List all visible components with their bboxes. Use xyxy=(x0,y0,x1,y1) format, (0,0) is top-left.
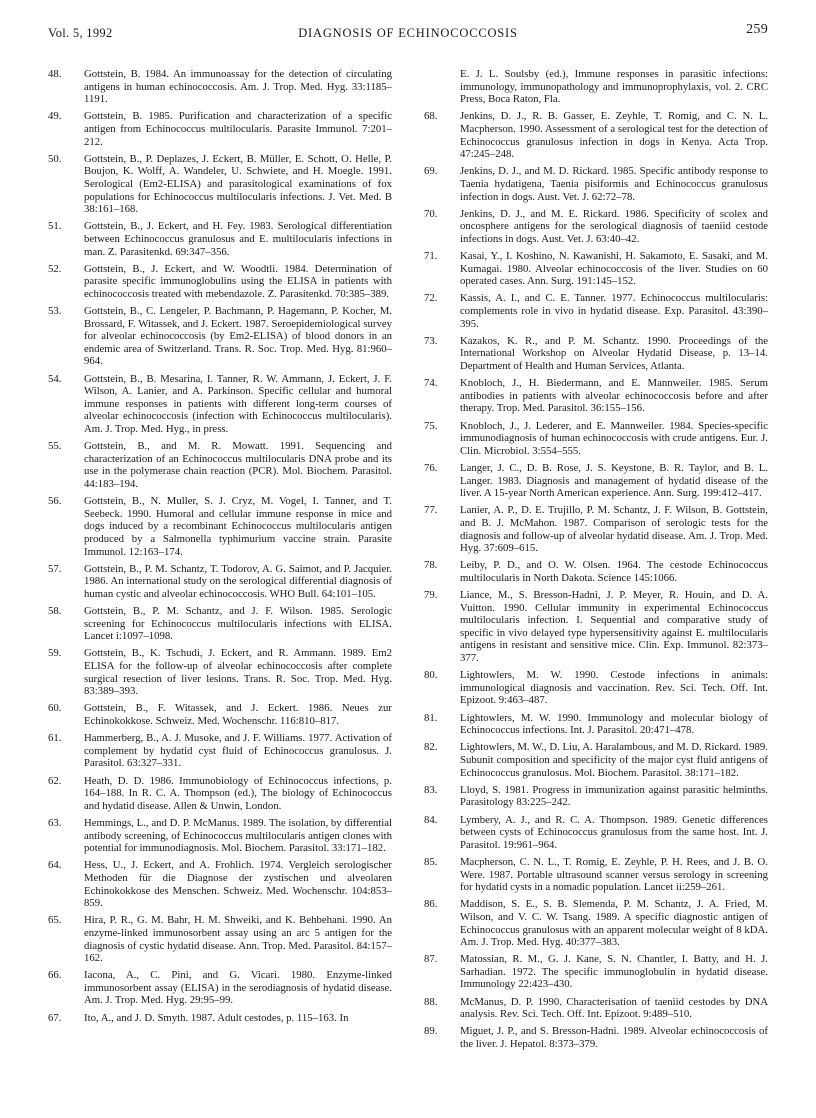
reference-number: 76. xyxy=(424,461,438,474)
reference-number: 78. xyxy=(424,559,438,572)
reference-number: 73. xyxy=(424,334,438,347)
reference-text: Heath, D. D. 1986. Immunobiology of Echinococcus infections, p. 164–188. In R. C. A. Thompson (ed.), The biology of Echinococcus and hydatid disease. Allen & Unwin, London. xyxy=(84,774,392,812)
reference-text: McManus, D. P. 1990. Characterisation of taeniid cestodes by DNA analysis. Rev. Sci. Tech. Off. Int. Epizoot. 9:489–510. xyxy=(460,995,768,1021)
reference-entry xyxy=(48,220,392,258)
reference-entry xyxy=(48,859,392,909)
reference-text: Lightowlers, M. W. 1990. Cestode infections in animals: immunological diagnosis and vaccination. Rev. Sci. Tech. Off. Int. Epizoot. 9:463–487. xyxy=(460,669,768,707)
reference-entry xyxy=(48,110,392,148)
reference-text: Kazakos, K. R., and P. M. Schantz. 1990. Proceedings of the International Workshop on Alveolar Hydatid Disease, p. 13–14. Department of Health and Human Services, Atlanta. xyxy=(460,334,768,373)
reference-entry xyxy=(48,153,392,216)
reference-text: Iacona, A., C. Pini, and G. Vicari. 1980. Enzyme-linked immunosorbent assay (ELISA) in the serodiagnosis of hydatid disease. Am. J. Trop. Med. Hyg. 29:95–99. xyxy=(84,969,392,1007)
reference-text: Miguet, J. P., and S. Bresson-Hadni. 1989. Alveolar echinococcosis of the liver. J. Hepatol. 8:373–379. xyxy=(460,1025,768,1051)
reference-text: Gottstein, B. 1985. Purification and characterization of a specific antigen from Echinococcus multilocularis. Parasite Immunol. 7:201–212. xyxy=(84,110,392,148)
reference-number: 84. xyxy=(424,813,438,826)
reference-entry xyxy=(48,647,392,697)
reference-column-left xyxy=(48,68,392,1029)
reference-entry xyxy=(424,669,768,707)
reference-number: 71. xyxy=(424,250,438,263)
reference-entry xyxy=(424,1025,768,1050)
reference-number: 86. xyxy=(424,898,438,911)
reference-entry xyxy=(48,732,392,770)
reference-number: 60. xyxy=(48,702,62,715)
reference-number: 64. xyxy=(48,859,62,872)
reference-entry xyxy=(424,953,768,991)
reference-text: Hess, U., J. Eckert, and A. Frohlich. 1974. Vergleich serologischer Methoden für die Diagnose der zystischen und alveolaren Echinokokkose des Menschen. Schweiz. Med. Wochenschr. 104:853–859. xyxy=(84,859,392,910)
reference-text: Lightowlers, M. W., D. Liu, A. Haralambous, and M. D. Rickard. 1989. Subunit composition and specificity of the major cyst fluid antigens of Echinococcus granulosus. Mol. Biochem. Parasitol. 38:171–182. xyxy=(460,741,768,779)
reference-text: Kassis, A. I., and C. E. Tanner. 1977. Echinococcus multilocularis: complements role in vivo in hydatid disease. Exp. Parasitol. 43:390–395. xyxy=(460,292,768,330)
reference-number: 72. xyxy=(424,292,438,305)
reference-text: Gottstein, B., P. M. Schantz, T. Todorov, A. G. Saimot, and P. Jacquier. 1986. An international study on the serological differential diagnosis of human cystic and alveolar echinococcosis. WHO Bull. 64:101–105. xyxy=(84,562,392,600)
reference-entry xyxy=(48,1012,392,1025)
reference-number: 55. xyxy=(48,440,62,453)
reference-text: Lanier, A. P., D. E. Trujillo, P. M. Schantz, J. F. Wilson, B. Gottstein, and B. J. McMahon. 1987. Comparison of serologic tests for the diagnosis and follow-up of alveolar hydatid disease. Am. J. Trop. Med. Hyg. 37:609–615. xyxy=(460,504,768,555)
reference-number: 66. xyxy=(48,969,62,982)
reference-number: 65. xyxy=(48,914,62,927)
reference-entry xyxy=(424,898,768,948)
reference-text: Langer, J. C., D. B. Rose, J. S. Keystone, B. R. Taylor, and B. L. Langer. 1983. Diagnosis and management of hydatid disease of the liver. A 15-year North American experience. Ann. Surg. 199:412–417. xyxy=(460,461,768,500)
reference-entry xyxy=(424,856,768,894)
reference-number: 79. xyxy=(424,589,438,602)
reference-text: Gottstein, B., B. Mesarina, I. Tanner, R. W. Ammann, J. Eckert, J. F. Wilson, A. Lanier, and A. Parkinson. Specific cellular and humoral immune responses in patients with different long-term courses of alveolar echinococcosis (infection with Echinococcus multilocularis). Am. J. Trop. Med. Hyg., in press. xyxy=(84,372,392,435)
reference-entry xyxy=(424,462,768,500)
reference-entry xyxy=(424,559,768,584)
reference-number: 70. xyxy=(424,207,438,220)
reference-number: 50. xyxy=(48,152,62,165)
reference-text: Gottstein, B., P. Deplazes, J. Eckert, B. Müller, E. Schott, O. Helle, P. Boujon, K. Wolff, A. Wandeler, U. Schwiete, and H. Moegle. 1991. Serological (Em2-ELISA) and parasitological examinations of fox populations for Echinococcus multilocularis infections. J. Vet. Med. B 38:161–168. xyxy=(84,152,392,216)
page-number: 259 xyxy=(746,22,768,37)
reference-entry xyxy=(424,165,768,203)
reference-entry xyxy=(424,292,768,330)
reference-text: Gottstein, B., N. Muller, S. J. Cryz, M. Vogel, I. Tanner, and T. Seebeck. 1990. Humoral and cellular immune response in mice and dogs induced by a recombinant Echinococcus multilocularis antigen produced by a Salmonella typhimurium vaccine strain. Parasite Immunol. 12:163–174. xyxy=(84,495,392,558)
reference-text: Gottstein, B., F. Witassek, and J. Eckert. 1986. Neues zur Echinokokkose. Schweiz. Med. Wochenschr. 116:810–817. xyxy=(84,702,392,728)
reference-entry xyxy=(424,208,768,246)
reference-number: 53. xyxy=(48,305,62,318)
reference-entry xyxy=(48,563,392,601)
reference-text: Jenkins, D. J., R. B. Gasser, E. Zeyhle, T. Romig, and C. N. L. Macpherson. 1990. Assessment of a serological test for the detection of Echinococcus granulosus infection in dogs in Kenya. Acta Trop. 47:245–248. xyxy=(460,110,768,161)
reference-number: 62. xyxy=(48,774,62,787)
reference-entry xyxy=(48,969,392,1007)
reference-entry xyxy=(48,702,392,727)
reference-number: 58. xyxy=(48,605,62,618)
reference-entry xyxy=(424,110,768,160)
reference-text: Gottstein, B., J. Eckert, and H. Fey. 1983. Serological differentiation between Echinococcus granulosus and E. multilocularis infections in man. Z. Parasitenkd. 69:347–356. xyxy=(84,220,392,258)
reference-number: 63. xyxy=(48,816,62,829)
reference-number: 57. xyxy=(48,562,62,575)
reference-entry xyxy=(424,68,768,106)
reference-entry xyxy=(48,440,392,490)
reference-entry xyxy=(424,335,768,373)
reference-entry xyxy=(48,68,392,106)
reference-number: 80. xyxy=(424,669,438,682)
reference-text: Macpherson, C. N. L., T. Romig, E. Zeyhle, P. H. Rees, and J. B. O. Were. 1987. Portable ultrasound scanner versus serology in screening for hydatid cysts in a nomadic population. Lancet ii:259–261. xyxy=(460,855,768,894)
reference-entry xyxy=(48,605,392,643)
reference-text: Jenkins, D. J., and M. D. Rickard. 1985. Specific antibody response to Taenia hydatigena, Taenia pisiformis and Echinococcus granulosus infection in dogs. Aust. Vet. J. 62:72–78. xyxy=(460,165,768,203)
running-header xyxy=(48,22,768,44)
reference-number: 77. xyxy=(424,504,438,517)
reference-number: 67. xyxy=(48,1011,62,1024)
reference-text: Gottstein, B., P. M. Schantz, and J. F. Wilson. 1985. Serologic screening for Echinococcus multilocularis infections with ELISA. Lancet i:1097–1098. xyxy=(84,605,392,643)
reference-entry xyxy=(48,263,392,301)
reference-number: 88. xyxy=(424,995,438,1008)
reference-entry xyxy=(424,814,768,852)
reference-entry xyxy=(424,996,768,1021)
reference-text: Lymbery, A. J., and R. C. A. Thompson. 1989. Genetic differences between cysts of Echinococcus granulosus from the same host. Int. J. Parasitol. 19:961–964. xyxy=(460,813,768,851)
reference-entry xyxy=(48,373,392,436)
reference-text: Hammerberg, B., A. J. Musoke, and J. F. Williams. 1977. Activation of complement by hydatid cyst fluid of Echinococcus granulosus. J. Parasitol. 63:327–331. xyxy=(84,732,392,770)
reference-entry xyxy=(48,495,392,558)
reference-text: Gottstein, B., K. Tschudi, J. Eckert, and R. Ammann. 1989. Em2 ELISA for the follow-up of alveolar echinococcosis after complete surgical resection of liver lesions. Trans. R. Soc. Trop. Med. Hyg. 83:389–393. xyxy=(84,647,392,698)
reference-text: Gottstein, B., C. Lengeler, P. Bachmann, P. Hagemann, P. Kocher, M. Brossard, F. Witassek, and J. Eckert. 1987. Seroepidemiological survey for alveolar echinococcosis (by Em2-ELISA) of blood donors in an endemic area of Switzerland. Trans. R. Soc. Trop. Med. Hyg. 81:960–964. xyxy=(84,305,392,368)
running-title: DIAGNOSIS OF ECHINOCOCCOSIS xyxy=(298,26,518,40)
reference-text: Hemmings, L., and D. P. McManus. 1989. The isolation, by differential antibody screening, of Echinococcus multilocularis antigen clones with potential for immunodiagnosis. Mol. Biochem. Parasitol. 33:171–182. xyxy=(84,816,392,855)
reference-entry xyxy=(424,712,768,737)
reference-text: Lloyd, S. 1981. Progress in immunization against parasitic helminths. Parasitology 83:225–242. xyxy=(460,783,768,809)
reference-entry xyxy=(424,377,768,415)
reference-entry xyxy=(48,305,392,368)
reference-text: Jenkins, D. J., and M. E. Rickard. 1986. Specificity of scolex and oncosphere antigens for the serological diagnosis of taeniid cestode infections in dogs. Aust. Vet. J. 63:40–42. xyxy=(460,207,768,245)
reference-entry xyxy=(424,504,768,554)
reference-number: 49. xyxy=(48,110,62,123)
reference-entry xyxy=(424,589,768,665)
reference-number: 83. xyxy=(424,783,438,796)
reference-number: 48. xyxy=(48,68,62,80)
reference-number: 51. xyxy=(48,220,62,233)
reference-number: 89. xyxy=(424,1025,438,1038)
reference-number: 75. xyxy=(424,419,438,432)
reference-text: Hira, P. R., G. M. Bahr, H. M. Shweiki, and K. Behbehani. 1990. An enzyme-linked immunosorbent assay using an arc 5 antigen for the diagnosis of cystic hydatid disease. Ann. Trop. Med. Parasitol. 84:157–162. xyxy=(84,914,392,965)
reference-text: Leiby, P. D., and O. W. Olsen. 1964. The cestode Echinococcus multilocularis in North Dakota. Science 145:1066. xyxy=(460,559,768,584)
reference-text: Ito, A., and J. D. Smyth. 1987. Adult cestodes, p. 115–163. In xyxy=(84,1011,349,1024)
reference-entry xyxy=(424,420,768,458)
reference-number: 85. xyxy=(424,855,438,868)
reference-number: 56. xyxy=(48,495,62,508)
reference-number: 52. xyxy=(48,262,62,275)
reference-entry xyxy=(424,250,768,288)
reference-text: Liance, M., S. Bresson-Hadni, J. P. Meyer, R. Houin, and D. A. Vuitton. 1990. Cellular immunity in experimental Echinococcus multilocularis infection. I. Sequential and comparative study of specific in vivo delayed type hypersensitivity against E. multilocularis antigens in resistant and sensitive mice. Clin. Exp. Immunol. 82:373–377. xyxy=(460,589,768,665)
reference-text: E. J. L. Soulsby (ed.), Immune responses in parasitic infections: immunology, immunopathology and immunoprophylaxis, vol. 2. CRC Press, Boca Raton, Fla. xyxy=(460,68,768,106)
volume-label: Vol. 5, 1992 xyxy=(48,26,113,40)
reference-number: 54. xyxy=(48,372,62,385)
reference-entry xyxy=(424,741,768,779)
reference-column-right xyxy=(424,68,768,1055)
reference-text: Gottstein, B., J. Eckert, and W. Woodtli. 1984. Determination of parasite specific immunoglobulins using the ELISA in patients with echinococcosis treated with mebendazole. Z. Parasitenkd. 70:385–389. xyxy=(84,262,392,300)
reference-text: Kasai, Y., I. Koshino, N. Kawanishi, H. Sakamoto, E. Sasaki, and M. Kumagai. 1980. Alveolar echinococcosis of the liver. Studies on 60 operated cases. Ann. Surg. 191:145–152. xyxy=(460,250,768,288)
reference-number: 61. xyxy=(48,732,62,745)
reference-entry xyxy=(48,775,392,813)
reference-number: 87. xyxy=(424,953,438,966)
reference-text: Matossian, R. M., G. J. Kane, S. N. Chantler, I. Batty, and H. J. Sarhadian. 1972. The specific immunoglobulin in hydatid disease. Immunology 22:423–430. xyxy=(460,953,768,991)
reference-number: 74. xyxy=(424,377,438,390)
reference-number: 81. xyxy=(424,711,438,724)
reference-text: Gottstein, B., and M. R. Mowatt. 1991. Sequencing and characterization of an Echinococcus multilocularis DNA probe and its use in the polymerase chain reaction (PCR). Mol. Biochem. Parasitol. 44:183–194. xyxy=(84,440,392,490)
reference-entry xyxy=(48,914,392,964)
reference-number: 68. xyxy=(424,110,438,123)
reference-entry xyxy=(48,817,392,855)
reference-number: 82. xyxy=(424,741,438,754)
reference-entry xyxy=(424,784,768,809)
reference-number: 69. xyxy=(424,165,438,178)
reference-text: Knobloch, J., J. Lederer, and E. Mannweiler. 1984. Species-specific immunodiagnosis of human echinococcosis with crude antigens. Eur. J. Clin. Microbiol. 3:554–555. xyxy=(460,419,768,457)
reference-number: 59. xyxy=(48,647,62,660)
reference-text: Maddison, S. E., S. B. Slemenda, P. M. Schantz, J. A. Fried, M. Wilson, and V. C. W. Tsang. 1989. A specific diagnostic antigen of Echinococcus granulosus with an apparent molecular weight of 8 kDA. Am. J. Trop. Med. Hyg. 40:377–383. xyxy=(460,898,768,949)
reference-text: Lightowlers, M. W. 1990. Immunology and molecular biology of Echinococcus infections. Int. J. Parasitol. 20:471–478. xyxy=(460,711,768,737)
reference-text: Gottstein, B. 1984. An immunoassay for the detection of circulating antigens in human echinococcosis. Am. J. Trop. Med. Hyg. 33:1185–1191. xyxy=(84,68,392,106)
reference-text: Knobloch, J., H. Biedermann, and E. Mannweiler. 1985. Serum antibodies in patients with alveolar echinococcosis before and after therapy. Trop. Med. Parasitol. 36:155–156. xyxy=(460,377,768,415)
